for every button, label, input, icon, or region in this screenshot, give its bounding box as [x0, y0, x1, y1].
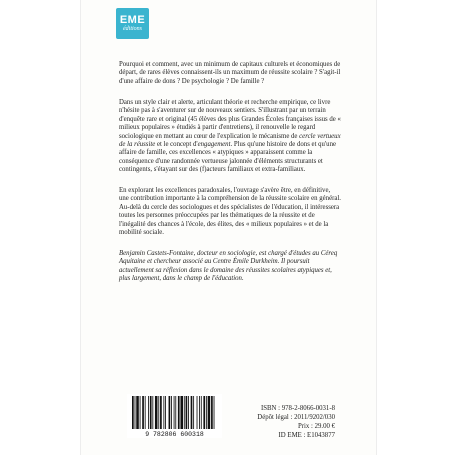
legal-deposit-line: Dépôt légal : 2011/9202/030	[257, 414, 335, 421]
barcode-bar	[214, 396, 215, 429]
isbn-line: ISBN : 978-2-8066-0031-8	[260, 405, 335, 412]
logo-subtitle: éditions	[123, 26, 142, 32]
blurb-paragraph-2-part-b: et le concept d'	[156, 141, 198, 149]
barcode-bar	[178, 396, 180, 429]
publication-info	[239, 404, 335, 440]
barcode-bar	[132, 396, 134, 429]
barcode-bar	[136, 396, 139, 429]
barcode-bar	[142, 396, 144, 429]
barcode-bar	[191, 396, 193, 429]
barcode-bar	[208, 396, 211, 429]
barcode-bar	[145, 396, 146, 429]
barcode-bar	[211, 396, 213, 429]
isbn-barcode	[127, 394, 222, 438]
blurb-paragraph-1: Pourquoi et comment, avec un minimum de capitaux culturels et économiques de départ, de rares élèves connaissent-ils un maximum de réussite scolaire ? S'agit-il d'une affaire de dons ? De psychologie ? De famille ?	[119, 61, 341, 85]
blurb-paragraph-2	[119, 99, 341, 175]
barcode-digits: 9 782806 600318	[145, 431, 204, 438]
barcode-bar	[180, 396, 183, 429]
logo-wordmark: EME	[119, 14, 146, 26]
blurb-emphasis-cercle: cercle vertueux de la réussite	[119, 132, 341, 149]
blurb-paragraph-2-part-a: Dans un style clair et alerte, articulant théorie et recherche empirique, ce livre n'hésite pas à s'aventurer sur de nouveaux sentiers. S'illustrant par un terrain d'enquête rare et original (45 élèves des plus Grandes Écoles françaises issus de « milieux populaires » étudiés à partir d'entretiens), il renouvelle le regard sociologique en mettant au cœur de l'explication le mécanisme de	[119, 99, 341, 140]
publisher-id-line: ID EME : E1043877	[278, 432, 335, 439]
barcode-bar	[165, 396, 166, 429]
barcode-bar	[206, 396, 207, 429]
barcode-bar	[184, 396, 185, 429]
blurb-emphasis-engagement: engagement	[197, 141, 231, 149]
barcode-bar	[171, 396, 172, 429]
barcode-bar	[160, 396, 162, 429]
barcode-bar	[174, 396, 175, 429]
barcode-bar	[163, 396, 164, 429]
barcode-bar	[135, 396, 136, 429]
barcode-bar	[152, 396, 153, 429]
barcode-bar	[199, 396, 200, 429]
barcode-bar	[197, 396, 198, 429]
barcode-bar	[148, 396, 149, 429]
barcode-bar	[203, 396, 205, 429]
barcode-bar	[175, 396, 176, 429]
barcode-bar	[201, 396, 202, 429]
barcode-bar	[155, 396, 158, 429]
barcode-bar	[158, 396, 159, 429]
barcode-bar	[140, 396, 141, 429]
barcode-bar	[188, 396, 189, 429]
author-bio: Benjamin Castets-Fontaine, docteur en sociologie, est chargé d'études au Céreq Aquitaine et chercheur associé au Centre Émile Durkheim. Il poursuit actuellement sa réflexion dans le domaine des réussites scolaires atypiques et, plus largement, dans le champ de l'éducation.	[119, 250, 338, 283]
blurb-paragraph-2-part-c: . Plus qu'une histoire de dons et qu'une affaire de famille, ces excellences « atypiques » apparaissent comme la conséquence d'une randonnée vertueuse jalonnée d'éléments structurants et contingents, s'étayant sur des (f)acteurs familiaux et extra-familiaux.	[119, 141, 336, 174]
price-line: Prix : 29.00 €	[297, 423, 335, 430]
publisher-logo	[116, 8, 149, 39]
barcode-bar	[193, 396, 194, 429]
blurb-paragraph-3: En explorant les excellences paradoxales, l'ouvrage s'avère être, en définitive, une contribution importante à la compréhension de la réussite scolaire en général. Au-delà du cercle des sociologues et des spécialistes de l'éducation, il intéressera toutes les personnes préoccupées par les thématiques de la réussite et de l'inégalité des chances à l'école, des élites, des « milieux populaires » et de la mobilité sociale.	[119, 187, 341, 237]
barcode-bar	[169, 396, 171, 429]
barcode-bar	[186, 396, 188, 429]
barcode-bar	[150, 396, 152, 429]
